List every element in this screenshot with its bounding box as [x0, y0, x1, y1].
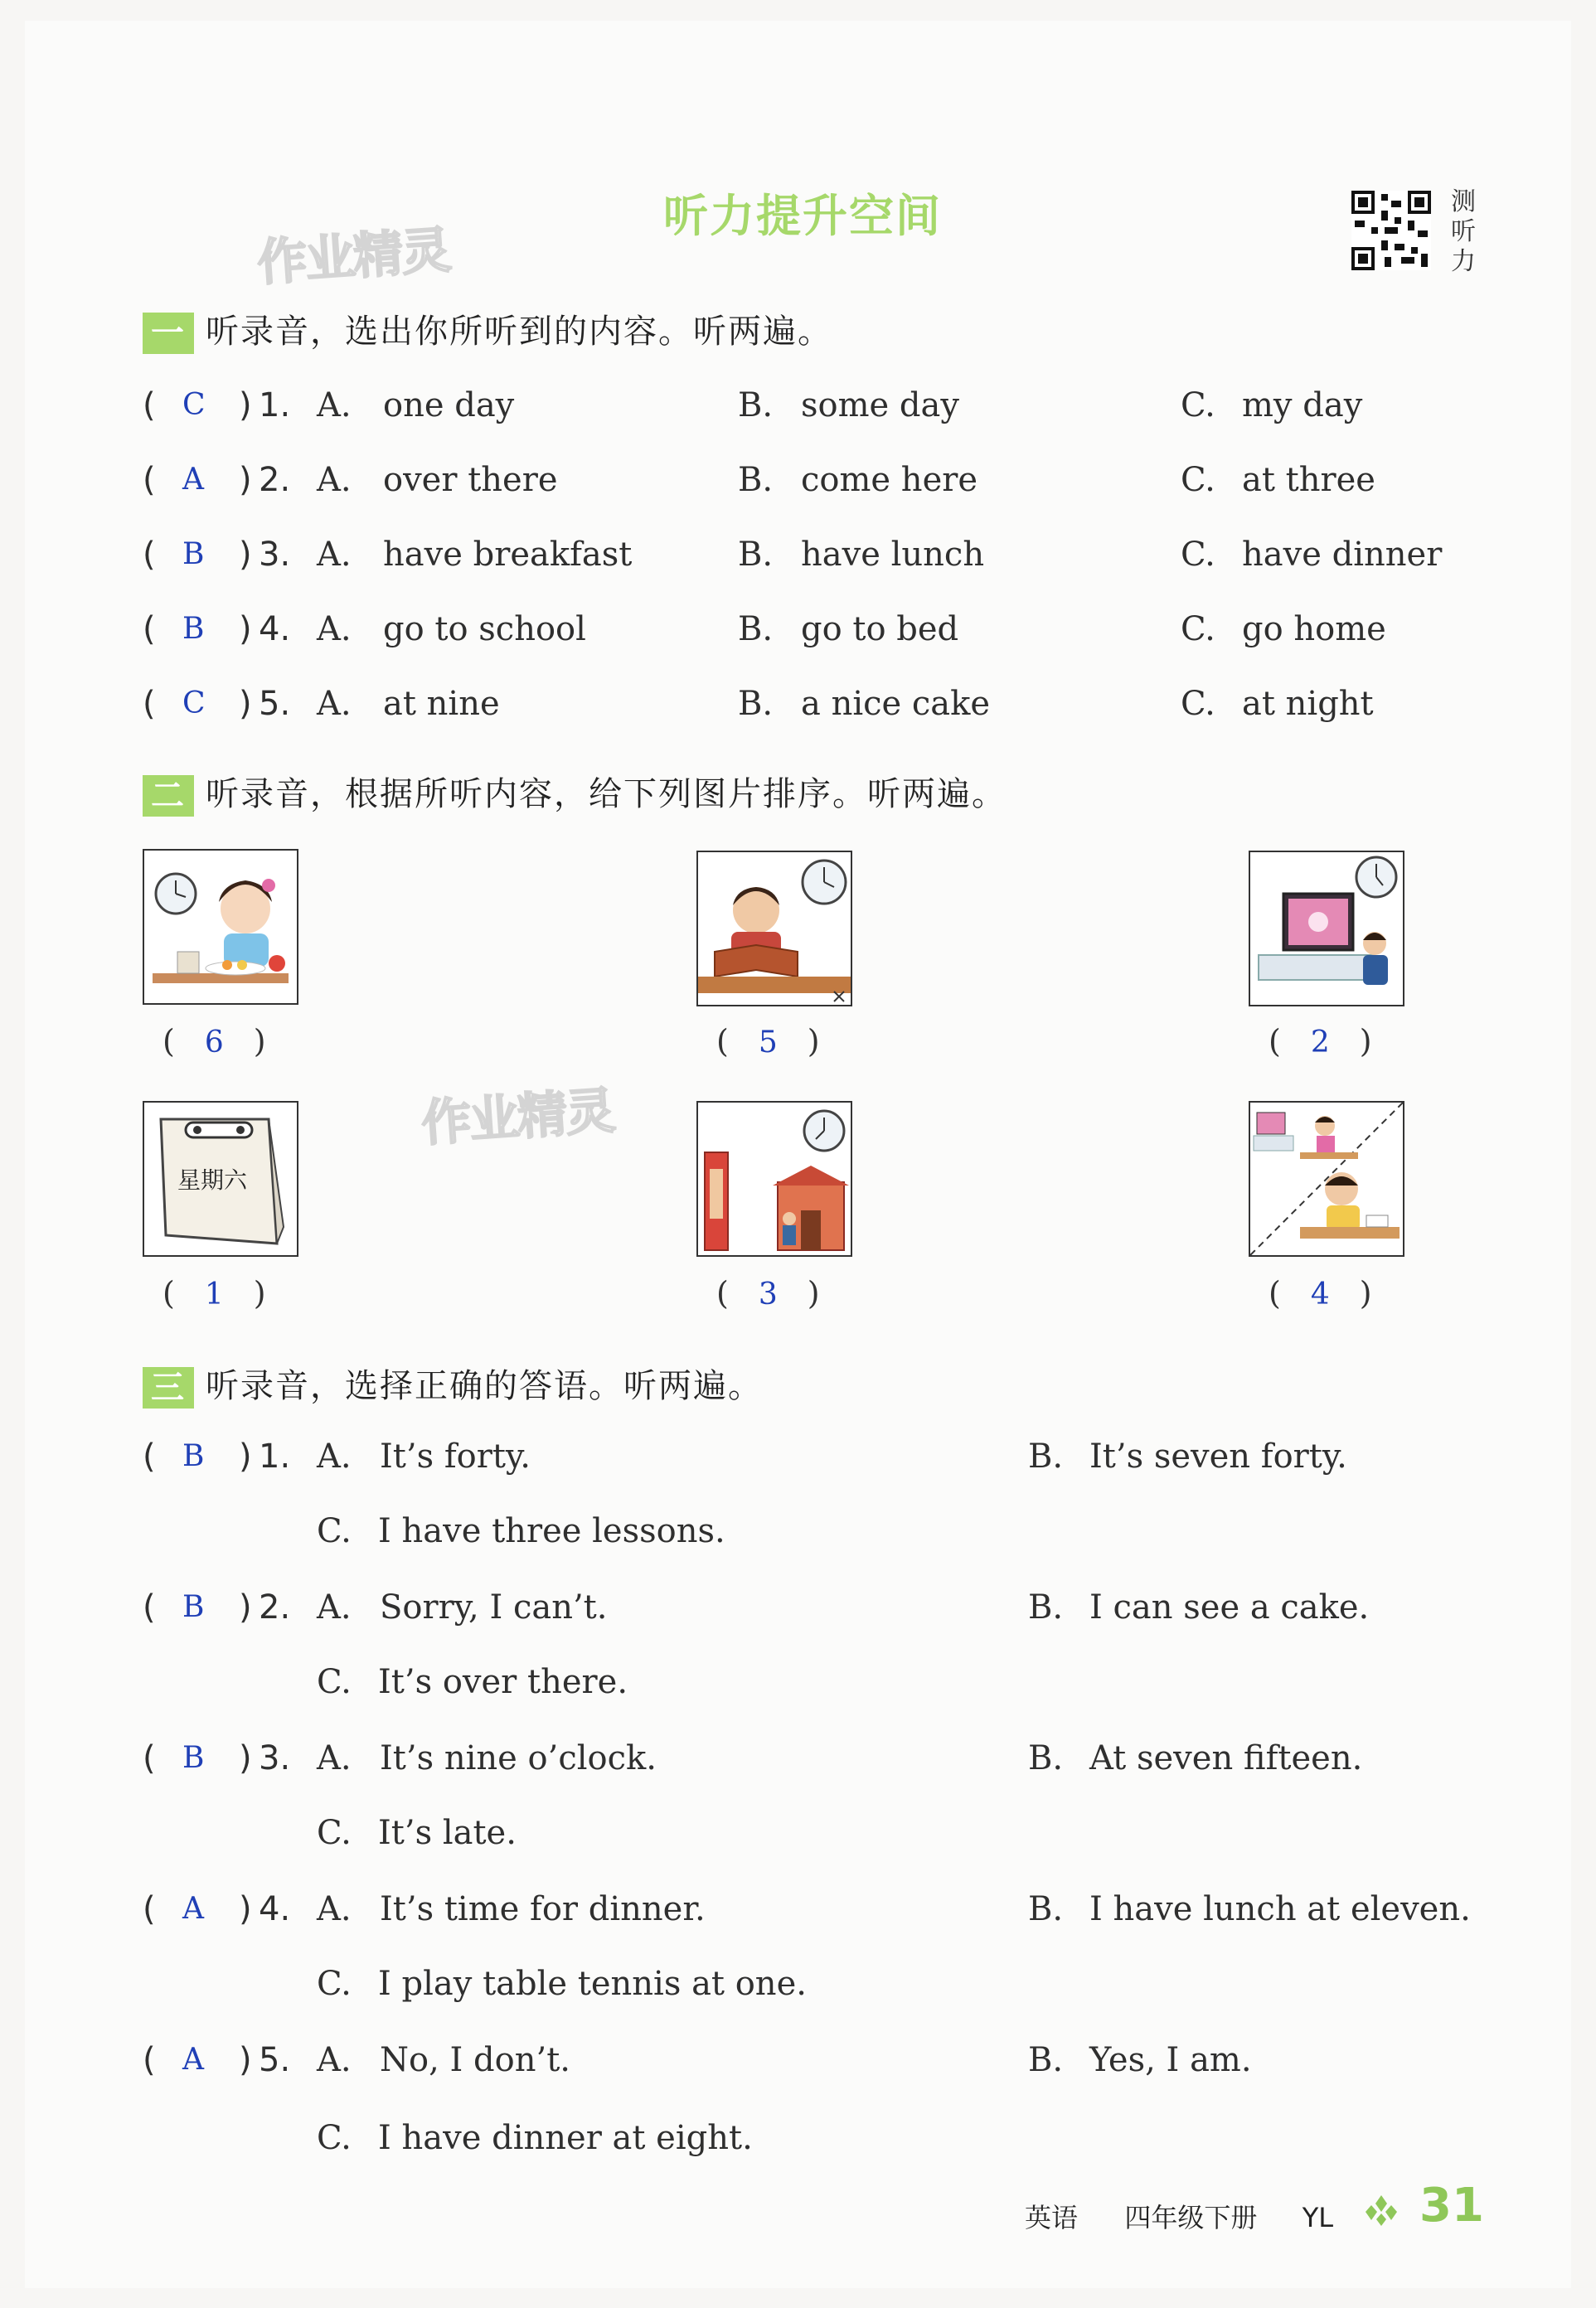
option-label: A.	[317, 1588, 352, 1627]
option-label: C.	[1181, 386, 1215, 424]
section1-badge: 一	[143, 313, 194, 354]
option-label: B.	[738, 536, 774, 574]
option-label: A.	[317, 1890, 352, 1928]
option-label: B.	[1028, 1588, 1064, 1627]
option-label: C.	[317, 1663, 352, 1701]
option-b[interactable]: some day	[801, 386, 959, 424]
footer-edition: YL	[1302, 2202, 1334, 2233]
list-item: ( B ) 2. A. Sorry, I can’t. B. I can see a cake. C. It’s over there.	[143, 1588, 1370, 1701]
answer-field[interactable]: A	[182, 463, 204, 497]
section3-heading	[143, 1360, 763, 1409]
picture-watching-tv	[1249, 851, 1404, 1006]
section1-instruction: 听录音，选出你所听到的内容。听两遍。	[206, 313, 832, 351]
side-label-char: 测	[1451, 187, 1476, 216]
option-label: A.	[317, 386, 352, 424]
item-number: 4.	[259, 1890, 291, 1928]
option-b[interactable]: go to bed	[801, 610, 959, 648]
option-b[interactable]: a nice cake	[801, 685, 991, 723]
option-label: A.	[317, 1438, 352, 1476]
item-number: 3.	[259, 1739, 291, 1777]
item-number: 3.	[259, 536, 291, 574]
side-label	[1449, 187, 1477, 277]
option-label: A.	[317, 461, 352, 499]
answer-field[interactable]: B	[182, 1741, 205, 1775]
option-b[interactable]: I can see a cake.	[1089, 1588, 1370, 1627]
answer-field[interactable]: 5	[758, 1026, 778, 1059]
option-label: C.	[1181, 536, 1215, 574]
option-label: C.	[317, 1512, 352, 1550]
picture-answer-slot: ( 5 )	[716, 1023, 820, 1059]
item-number: 1.	[259, 386, 291, 424]
answer-field[interactable]: A	[182, 2043, 204, 2077]
option-b[interactable]: I have lunch at eleven.	[1089, 1890, 1471, 1928]
answer-field[interactable]: C	[182, 388, 206, 422]
option-c[interactable]: have dinner	[1242, 536, 1443, 574]
option-a[interactable]: It’s time for dinner.	[380, 1890, 706, 1928]
section2-badge: 二	[143, 775, 194, 817]
option-label: A.	[317, 685, 352, 723]
option-c[interactable]: It’s late.	[378, 1814, 517, 1852]
option-label: C.	[317, 2119, 352, 2157]
option-c[interactable]: at three	[1242, 461, 1375, 499]
section1-heading	[143, 305, 832, 354]
list-item: ( C ) 5. A. at nine B. a nice cake C. at night	[143, 685, 1374, 723]
watermark-top: 作业精灵	[255, 221, 452, 293]
picture-breakfast	[143, 849, 298, 1005]
page-number: 31	[1419, 2179, 1484, 2233]
option-label: A.	[317, 536, 352, 574]
calendar-text: 星期六	[177, 1166, 248, 1194]
option-a[interactable]: Sorry, I can’t.	[380, 1588, 608, 1627]
option-a[interactable]: It’s nine o’clock.	[380, 1739, 657, 1777]
item-number: 5.	[259, 2041, 291, 2079]
option-a[interactable]: No, I don’t.	[380, 2041, 570, 2079]
list-item: ( B ) 4. A. go to school B. go to bed C. go home	[143, 610, 1386, 648]
option-label: B.	[1028, 1890, 1064, 1928]
option-b[interactable]: It’s seven forty.	[1089, 1438, 1347, 1476]
picture-answer-slot: ( 3 )	[716, 1275, 820, 1312]
side-label-char: 听	[1451, 217, 1476, 246]
option-a[interactable]: over there	[383, 461, 558, 499]
option-c[interactable]: I have three lessons.	[378, 1512, 725, 1550]
option-c[interactable]: It’s over there.	[378, 1663, 628, 1701]
section3-badge: 三	[143, 1367, 194, 1409]
diamond-cluster-icon	[1365, 2194, 1398, 2227]
picture-reading	[696, 851, 852, 1006]
side-label-char: 力	[1451, 247, 1476, 276]
option-a[interactable]: It’s forty.	[380, 1438, 531, 1476]
answer-field[interactable]: C	[182, 686, 206, 720]
option-label: B.	[738, 386, 774, 424]
option-label: A.	[317, 1739, 352, 1777]
option-a[interactable]: go to school	[383, 610, 586, 648]
option-c[interactable]: my day	[1242, 386, 1363, 424]
answer-field[interactable]: A	[182, 1892, 204, 1926]
option-b[interactable]: come here	[801, 461, 978, 499]
option-label: B.	[738, 461, 774, 499]
option-label: B.	[1028, 2041, 1064, 2079]
option-label: C.	[317, 1965, 352, 2003]
section2-heading	[143, 768, 1007, 817]
list-item: ( A ) 4. A. It’s time for dinner. B. I have lunch at eleven. C. I play table tennis at one.	[143, 1890, 1471, 2003]
option-label: C.	[317, 1814, 352, 1852]
option-a[interactable]: have breakfast	[383, 536, 633, 574]
option-c[interactable]: at night	[1242, 685, 1374, 723]
item-number: 1.	[259, 1438, 291, 1476]
option-label: C.	[1181, 461, 1215, 499]
answer-field[interactable]: B	[182, 1590, 205, 1624]
option-label: C.	[1181, 610, 1215, 648]
option-label: B.	[1028, 1739, 1064, 1777]
section2-instruction: 听录音，根据所听内容，给下列图片排序。听两遍。	[206, 775, 1007, 813]
watermark-middle: 作业精灵	[420, 1081, 616, 1153]
answer-field[interactable]: 6	[204, 1026, 224, 1059]
qr-code-icon[interactable]	[1351, 191, 1431, 270]
picture-answer-slot: ( 1 )	[163, 1275, 266, 1312]
answer-field[interactable]: B	[182, 1439, 205, 1473]
item-number: 5.	[259, 685, 291, 723]
answer-field[interactable]: 1	[204, 1278, 224, 1312]
list-item: ( B ) 1. A. It’s forty. B. It’s seven forty. C. I have three lessons.	[143, 1438, 1347, 1550]
option-label: C.	[1181, 685, 1215, 723]
list-item: ( B ) 3. A. It’s nine o’clock. B. At seven fifteen. C. It’s late.	[143, 1739, 1363, 1852]
answer-field[interactable]: 4	[1310, 1278, 1330, 1312]
answer-field[interactable]: B	[182, 612, 205, 646]
option-label: A.	[317, 2041, 352, 2079]
list-item: ( C ) 1. A. one day B. some day C. my day	[143, 386, 1363, 424]
item-number: 2.	[259, 461, 291, 499]
list-item: ( B ) 3. A. have breakfast B. have lunch C. have dinner	[143, 536, 1443, 574]
option-label: B.	[738, 610, 774, 648]
answer-field[interactable]: 2	[1310, 1026, 1330, 1059]
option-c[interactable]: I play table tennis at one.	[378, 1965, 807, 2003]
answer-field[interactable]: 3	[758, 1278, 778, 1312]
list-item: ( A ) 2. A. over there B. come here C. at three	[143, 461, 1375, 499]
list-item: ( A ) 5. A. No, I don’t. B. Yes, I am. C. I have dinner at eight.	[143, 2041, 1252, 2157]
section3-instruction: 听录音，选择正确的答语。听两遍。	[206, 1367, 763, 1405]
picture-school	[696, 1101, 852, 1257]
option-b[interactable]: Yes, I am.	[1089, 2041, 1252, 2079]
option-c[interactable]: I have dinner at eight.	[378, 2119, 753, 2157]
answer-field[interactable]: B	[182, 537, 205, 571]
option-b[interactable]: At seven fifteen.	[1089, 1739, 1363, 1777]
picture-answer-slot: ( 2 )	[1269, 1023, 1372, 1059]
picture-answer-slot: ( 4 )	[1269, 1275, 1372, 1312]
option-label: A.	[317, 610, 352, 648]
item-number: 4.	[259, 610, 291, 648]
page-title: 听力提升空间	[663, 190, 942, 242]
footer-grade: 四年级下册	[1124, 2202, 1258, 2233]
footer	[1025, 2197, 1333, 2235]
option-a[interactable]: at nine	[383, 685, 500, 723]
option-b[interactable]: have lunch	[801, 536, 985, 574]
footer-subject: 英语	[1025, 2202, 1079, 2233]
item-number: 2.	[259, 1588, 291, 1627]
option-label: B.	[738, 685, 774, 723]
option-label: B.	[1028, 1438, 1064, 1476]
picture-split-scene	[1249, 1101, 1404, 1257]
option-a[interactable]: one day	[383, 386, 515, 424]
picture-answer-slot: ( 6 )	[163, 1023, 266, 1059]
option-c[interactable]: go home	[1242, 610, 1386, 648]
